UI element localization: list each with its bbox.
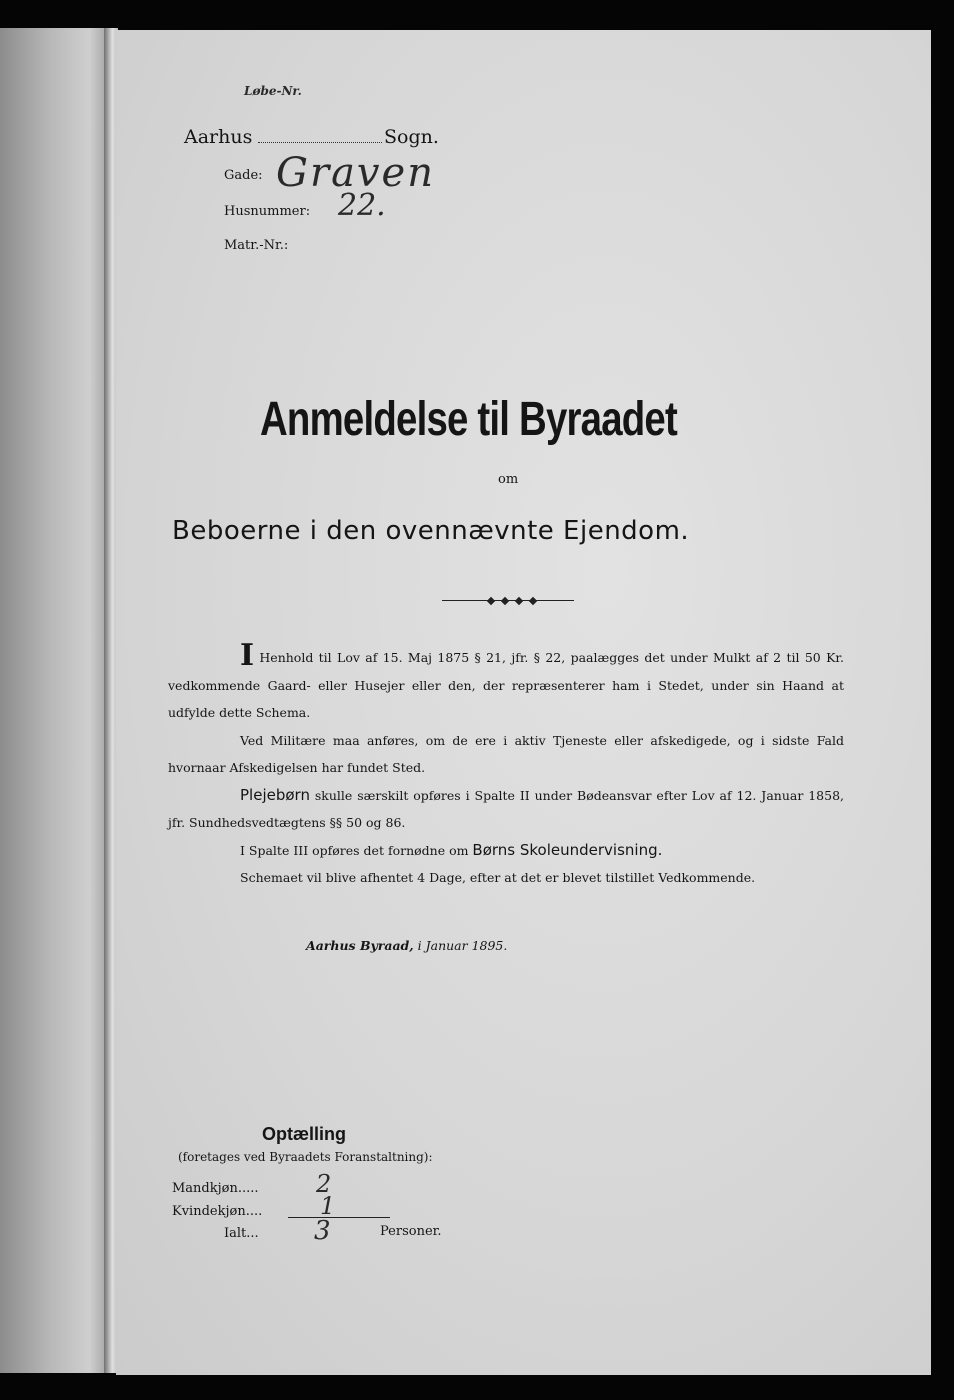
census-title: Optælling <box>262 1124 346 1144</box>
signature-date: i Januar 1895. <box>417 938 508 953</box>
house-number-value: 22. <box>338 188 386 223</box>
total-label: Ialt... <box>224 1226 259 1241</box>
paragraph-4 <box>168 837 844 865</box>
title-connector: om <box>498 472 519 487</box>
lobe-nr-label: Løbe-Nr. <box>244 84 302 98</box>
paragraph-2: Ved Militære maa anføres, om de ere i aktiv Tjeneste eller afskedigede, og i sidste Fald hvornaar Afskedigelsen har fundet Sted. <box>168 732 844 775</box>
paragraph-1-text: Henhold til Lov af 15. Maj 1875 § 21, jfr. § 22, paalægges det under Mulkt af 2 til 50 Kr. vedkommende Gaard- eller Husejer eller den, der repræsenterer ham i Stedet, under sin Haand at udfylde dette Schema. <box>168 650 844 720</box>
parish-label: Sogn. <box>384 126 439 148</box>
paragraph-1 <box>168 638 844 727</box>
male-count: 2 <box>316 1170 332 1198</box>
female-count: 1 <box>320 1192 336 1220</box>
street-value: Graven <box>276 150 435 196</box>
document-subtitle: Beboerne i den ovennævnte Ejendom. <box>172 516 690 546</box>
female-label: Kvindekjøn.... <box>172 1204 263 1219</box>
parish-city: Aarhus <box>184 126 253 148</box>
male-label: Mandkjøn..... <box>172 1181 259 1196</box>
persons-label: Personer. <box>380 1224 442 1239</box>
foster-children-term: Plejebørn <box>240 785 310 804</box>
census-subtitle: (foretages ved Byraadets Foranstaltning): <box>178 1150 433 1164</box>
drop-initial: I <box>240 638 255 673</box>
signature-body: Aarhus Byraad, <box>306 938 414 953</box>
document-title: Anmeldelse til Byraadet <box>260 393 677 446</box>
house-number-label: Husnummer: <box>224 204 311 219</box>
paragraph-3-text: skulle særskilt opføres i Spalte II under Bødeansvar efter Lov af 12. Januar 1858, jfr. Sundhedsvedtægtens §§ 50 og 86. <box>168 787 844 830</box>
document-page <box>116 30 931 1375</box>
sum-line <box>288 1217 390 1218</box>
parish-dotted-line <box>258 142 382 143</box>
divider-ornament <box>442 598 574 604</box>
total-count: 3 <box>314 1216 331 1246</box>
instructions-body <box>168 638 844 892</box>
paragraph-3 <box>168 782 844 837</box>
schooling-term: Børns Skoleundervisning. <box>472 840 663 859</box>
street-label: Gade: <box>224 168 263 183</box>
left-facing-page <box>0 28 114 1373</box>
paragraph-5: Schemaet vil blive afhentet 4 Dage, efter at det er blevet tilstillet Vedkommende. <box>240 870 756 885</box>
paragraph-4-text: I Spalte III opføres det fornødne om <box>240 842 473 858</box>
matr-nr-label: Matr.-Nr.: <box>224 238 289 253</box>
signature-line <box>306 938 507 953</box>
